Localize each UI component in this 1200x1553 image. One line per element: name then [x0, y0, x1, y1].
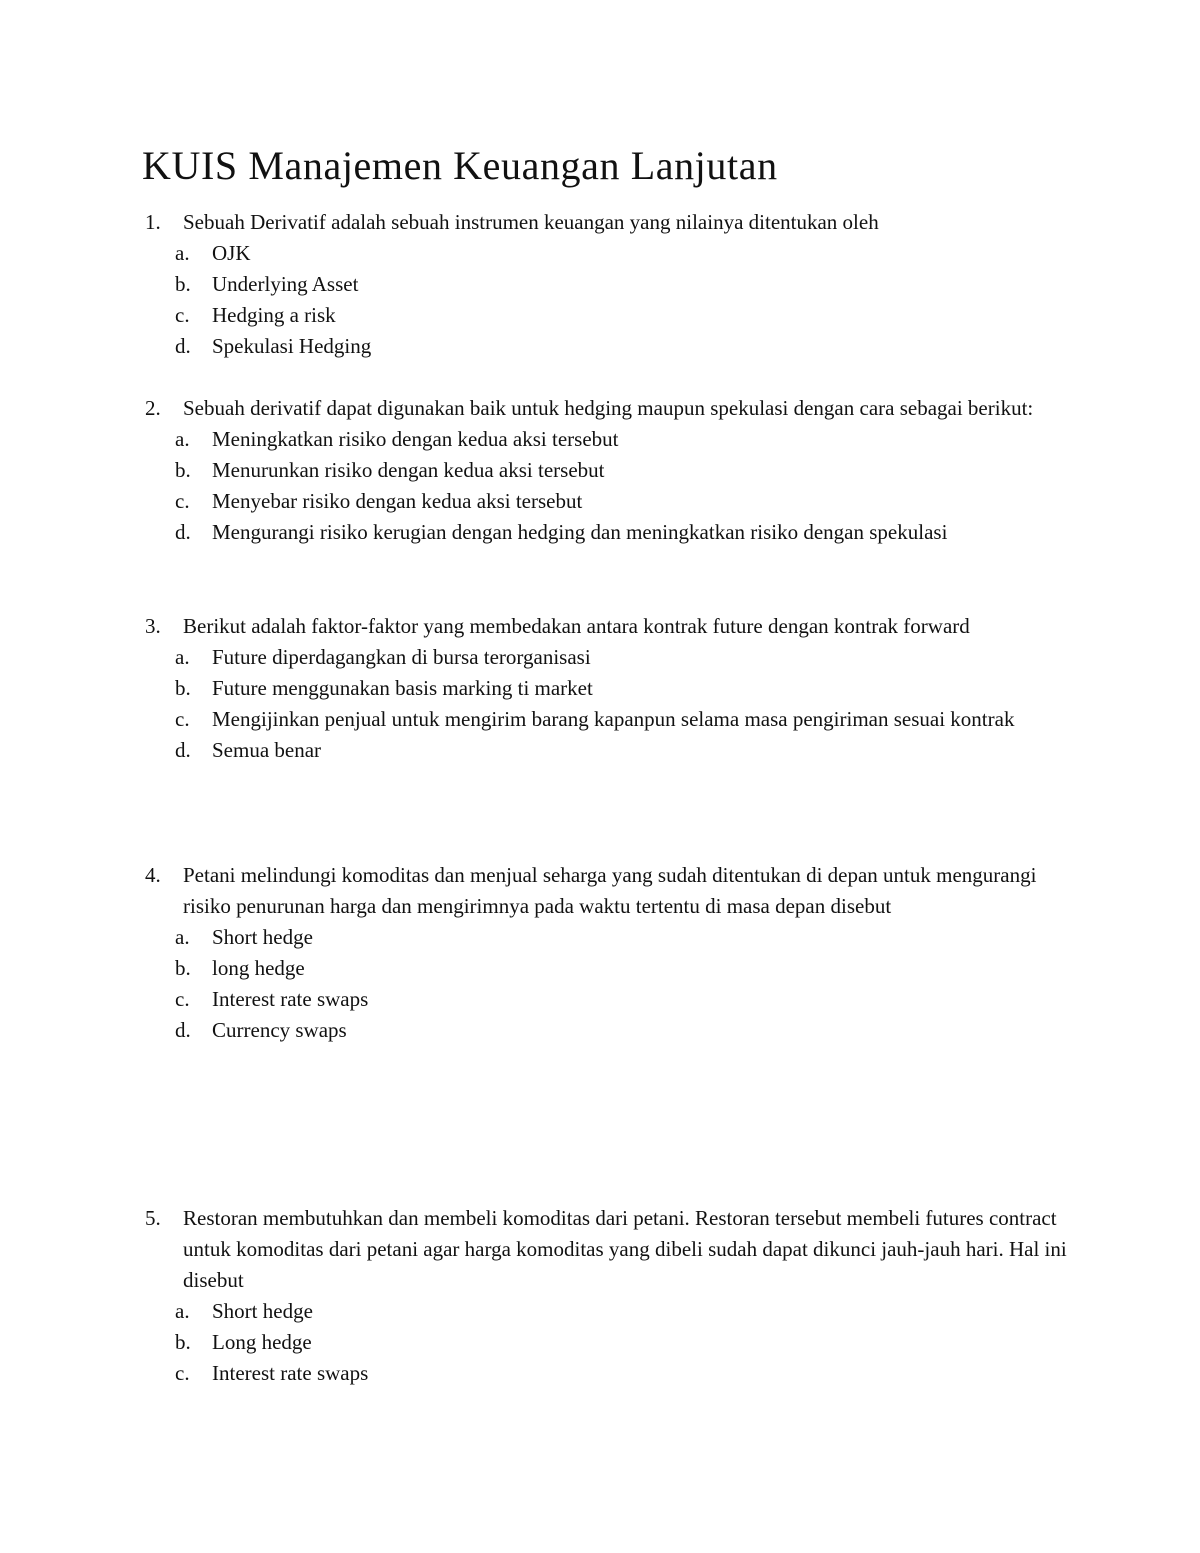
option-letter: b. — [175, 1330, 191, 1354]
option-letter: c. — [175, 1361, 190, 1385]
question-row — [145, 1203, 1075, 1296]
option-text: Spekulasi Hedging — [212, 334, 372, 358]
option-letter: c. — [175, 987, 190, 1011]
question-number: 5. — [145, 1206, 161, 1230]
page-title: KUIS Manajemen Keuangan Lanjutan — [142, 143, 778, 188]
option-text: Underlying Asset — [212, 272, 359, 296]
option-text: OJK — [212, 241, 251, 265]
option-letter: b. — [175, 272, 191, 296]
option-item — [175, 922, 1075, 953]
option-text: Currency swaps — [212, 1018, 347, 1042]
question-number: 3. — [145, 614, 161, 638]
question-row — [145, 860, 1075, 922]
option-item — [175, 735, 1075, 766]
option-text: Mengijinkan penjual untuk mengirim barang kapanpun selama masa pengiriman sesuai kontrak — [212, 707, 1015, 731]
option-item — [175, 953, 1075, 984]
option-text: long hedge — [212, 956, 305, 980]
option-letter: d. — [175, 1018, 191, 1042]
option-text: Future diperdagangkan di bursa terorganisasi — [212, 645, 591, 669]
question-text: Berikut adalah faktor-faktor yang membedakan antara kontrak future dengan kontrak forward — [183, 614, 970, 638]
option-item — [175, 455, 1075, 486]
question-row — [145, 393, 1075, 424]
option-text: Interest rate swaps — [212, 1361, 369, 1385]
option-letter: c. — [175, 303, 190, 327]
option-text: Hedging a risk — [212, 303, 336, 327]
question-text: Restoran membutuhkan dan membeli komoditas dari petani. Restoran tersebut membeli futures contract untuk komoditas dari petani agar harga komoditas yang dibeli sudah dapat dikunci jauh-jauh hari. Hal ini disebut — [183, 1206, 1067, 1292]
option-item — [175, 1358, 1075, 1389]
option-text: Short hedge — [212, 925, 313, 949]
option-letter: b. — [175, 676, 191, 700]
question-text: Sebuah Derivatif adalah sebuah instrumen keuangan yang nilainya ditentukan oleh — [183, 210, 879, 234]
option-letter: d. — [175, 334, 191, 358]
option-letter: a. — [175, 241, 190, 265]
option-text: Menurunkan risiko dengan kedua aksi tersebut — [212, 458, 605, 482]
option-text: Menyebar risiko dengan kedua aksi tersebut — [212, 489, 583, 513]
option-text: Semua benar — [212, 738, 322, 762]
option-item — [175, 517, 1075, 548]
option-item — [175, 1015, 1075, 1046]
option-letter: a. — [175, 925, 190, 949]
option-text: Mengurangi risiko kerugian dengan hedging dan meningkatkan risiko dengan spekulasi — [212, 520, 948, 544]
question-number: 2. — [145, 396, 161, 420]
option-item — [175, 704, 1075, 735]
question-row — [145, 207, 1075, 238]
option-letter: b. — [175, 956, 191, 980]
question-4 — [145, 860, 1075, 1046]
option-item — [175, 486, 1075, 517]
option-letter: c. — [175, 707, 190, 731]
question-1 — [145, 207, 1075, 362]
option-item — [175, 300, 1075, 331]
option-letter: a. — [175, 427, 190, 451]
option-item — [175, 269, 1075, 300]
question-row — [145, 611, 1075, 642]
option-letter: b. — [175, 458, 191, 482]
option-letter: d. — [175, 520, 191, 544]
option-item — [175, 673, 1075, 704]
question-number: 1. — [145, 210, 161, 234]
option-letter: a. — [175, 1299, 190, 1323]
option-text: Future menggunakan basis marking ti market — [212, 676, 593, 700]
option-text: Meningkatkan risiko dengan kedua aksi tersebut — [212, 427, 619, 451]
option-item — [175, 642, 1075, 673]
question-text: Petani melindungi komoditas dan menjual seharga yang sudah ditentukan di depan untuk mengurangi risiko penurunan harga dan mengirimnya pada waktu tertentu di masa depan disebut — [183, 863, 1037, 918]
option-item — [175, 424, 1075, 455]
option-item — [175, 331, 1075, 362]
question-number: 4. — [145, 863, 161, 887]
option-letter: a. — [175, 645, 190, 669]
option-item — [175, 238, 1075, 269]
option-letter: c. — [175, 489, 190, 513]
option-text: Short hedge — [212, 1299, 313, 1323]
option-item — [175, 984, 1075, 1015]
option-item — [175, 1327, 1075, 1358]
question-2 — [145, 393, 1075, 548]
question-5 — [145, 1203, 1075, 1389]
option-text: Long hedge — [212, 1330, 312, 1354]
option-text: Interest rate swaps — [212, 987, 369, 1011]
option-item — [175, 1296, 1075, 1327]
question-3 — [145, 611, 1075, 766]
question-text: Sebuah derivatif dapat digunakan baik untuk hedging maupun spekulasi dengan cara sebagai berikut: — [183, 396, 1034, 420]
option-letter: d. — [175, 738, 191, 762]
